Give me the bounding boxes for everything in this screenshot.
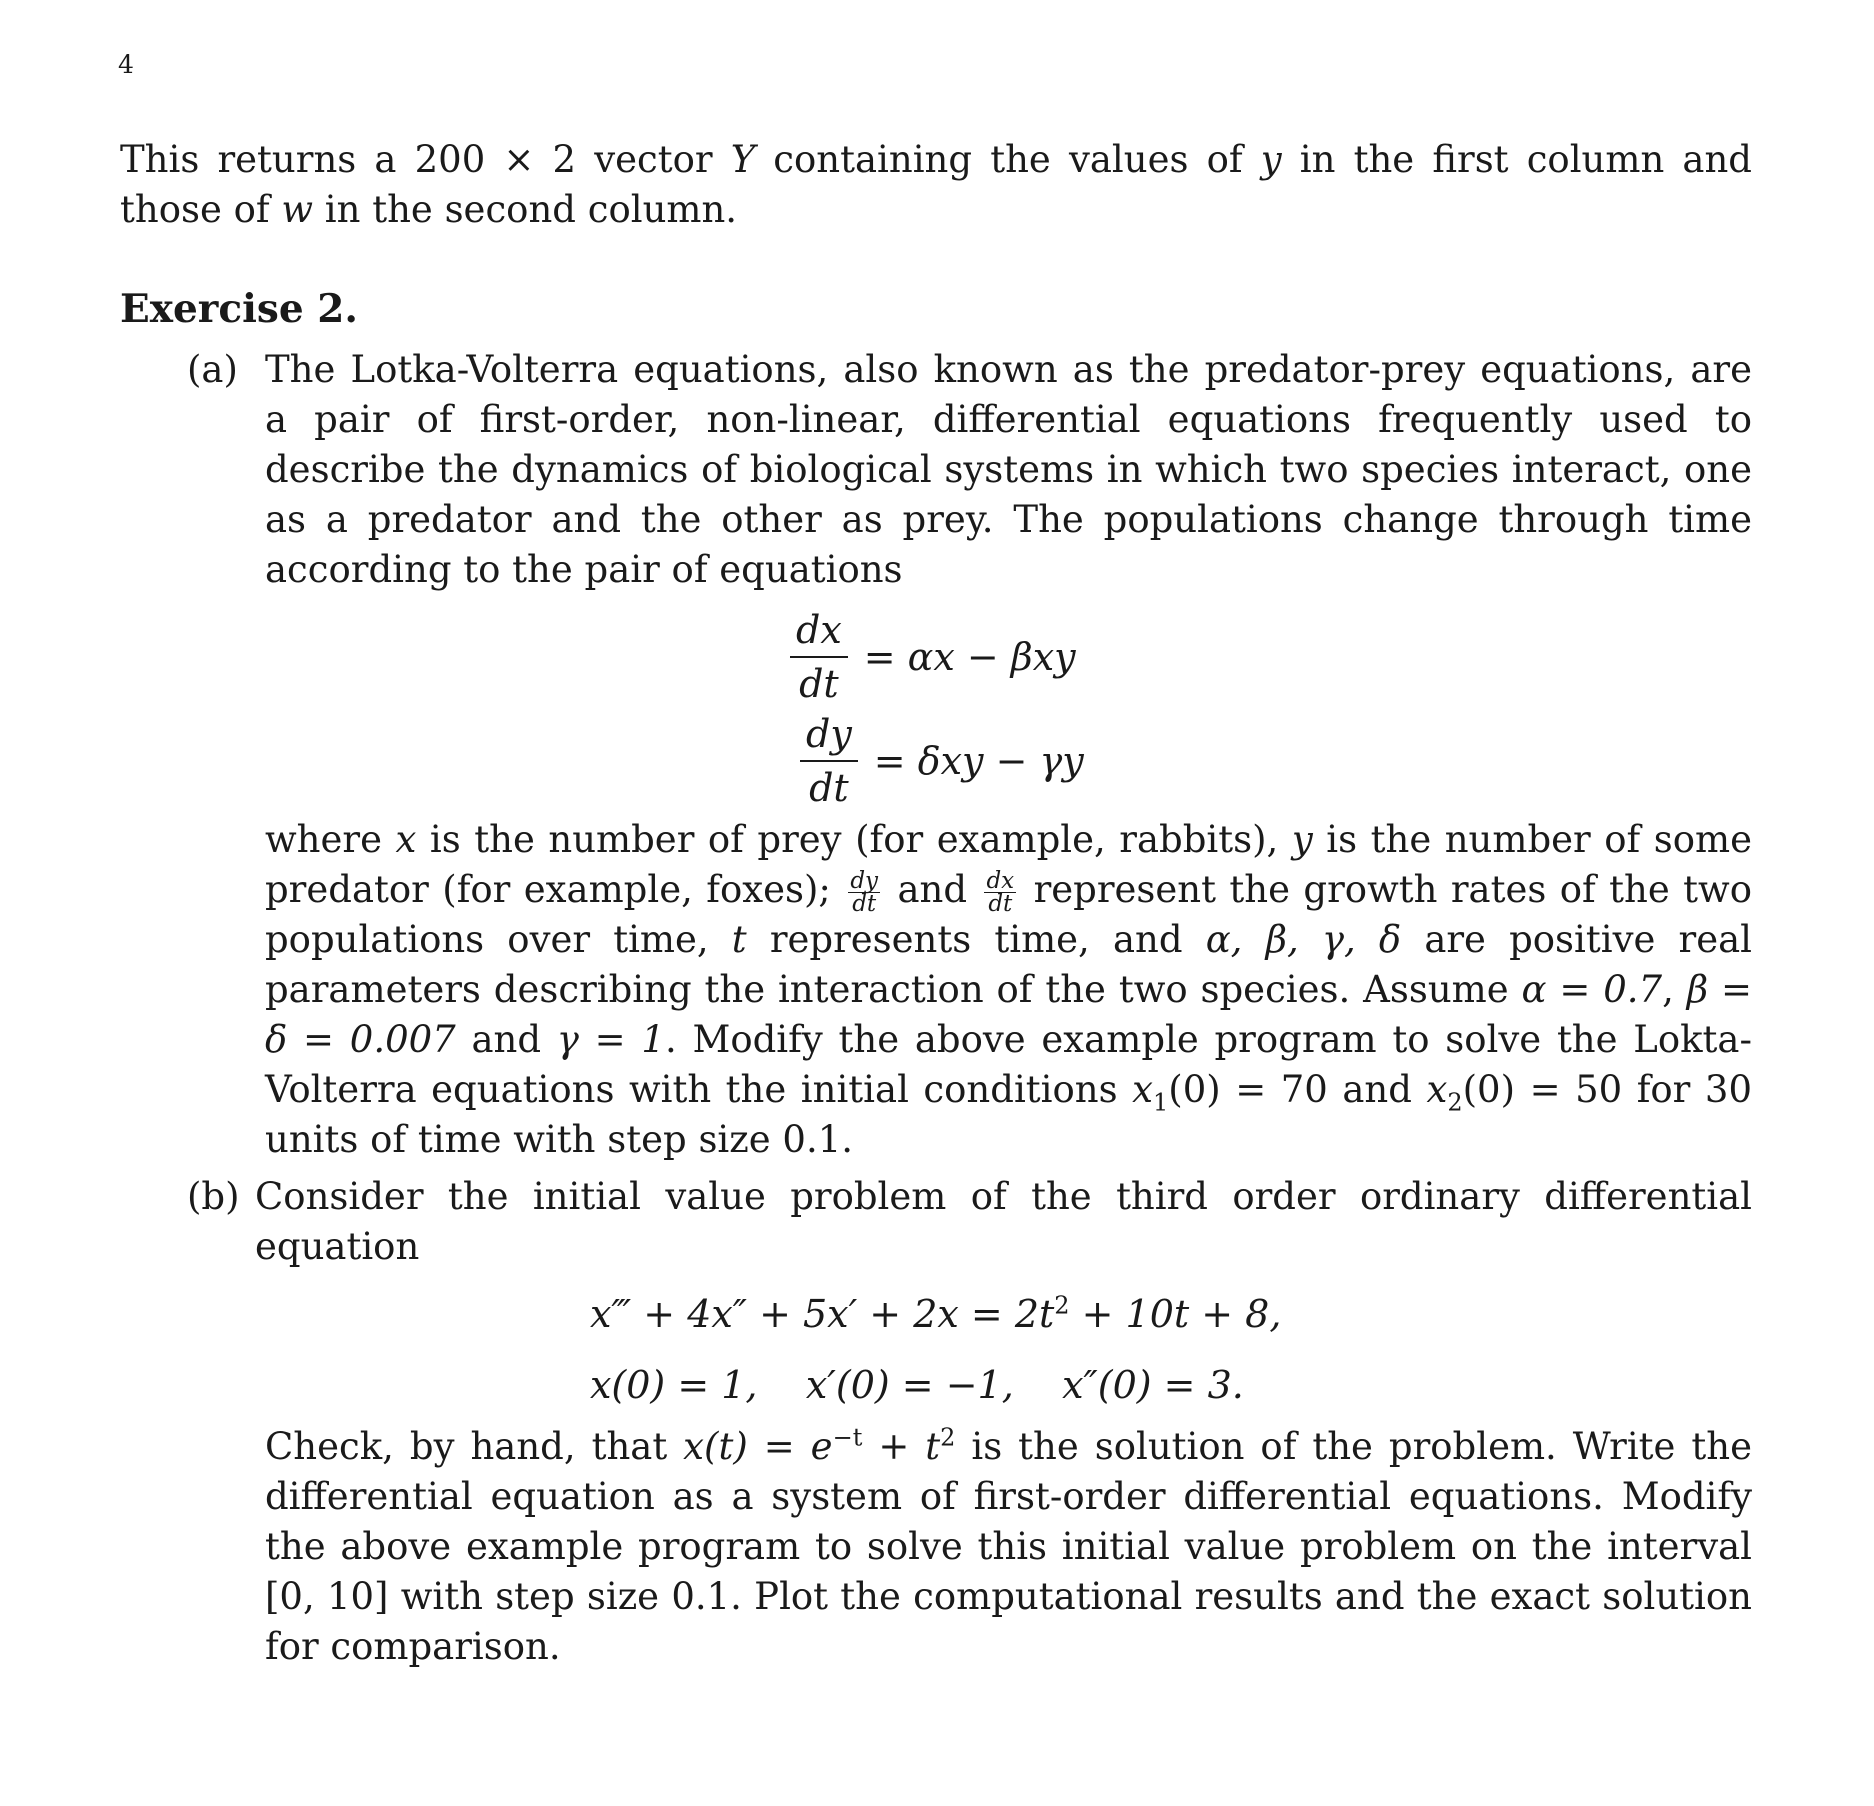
var-x1: x [1132,1068,1153,1111]
subscript: 2 [1447,1088,1463,1117]
equation-rhs: = δxy − γy [873,739,1084,783]
text-run: is the solution of the problem. Write the differential equation as a system of first-order differential equations. Modify the above example program to solve this initial value problem on the interval [0, 10] with step size 0.1. Plot the computational results and the exact solution for comparison. [265,1425,1752,1668]
part-a-intro: The Lotka-Volterra equations, also known as the predator-prey equations, are a pair of first-order, non-linear, differential equations frequently used to describe the dynamics of biological systems in which two species interact, one as a predator and the other as prey. The populations change through time according to the pair of equations [265,348,1752,591]
alpha-value: α = 0.7 [1521,968,1663,1011]
solution-formula: x(t) = e [683,1425,833,1468]
fraction-numerator: dy [800,712,858,762]
var-y: y [1260,138,1282,181]
text-run: is the number of some predator (for example, foxes); [265,818,1753,911]
fraction-denominator: dt [809,766,849,810]
part-b-intro: Consider the initial value problem of the third order ordinary differential equation [255,1175,1752,1268]
exponent: 2 [1054,1291,1070,1320]
equation-rhs: = αx − βxy [863,635,1076,679]
var-x: x [395,818,417,861]
var-t: t [731,918,747,961]
fraction-numerator: dx [986,868,1015,894]
text-run: is the number of prey (for example, rabbits), [416,818,1292,861]
initial-condition-x2: (0) = 50 [1462,1068,1623,1111]
intro-mid2: containing the values of [755,138,1261,181]
text-run: Check, by hand, that [265,1425,684,1468]
text-run: for 30 units of time with step size 0.1. [265,1068,1752,1161]
parameters: α, β, γ, δ [1205,918,1402,961]
initial-conditions [590,1355,1244,1415]
inline-fraction-dy-dt [848,870,880,915]
fraction-denominator: dt [988,891,1013,917]
fraction-dy-dt [800,712,858,810]
equation-dy-dt [800,712,1084,810]
text-run: represent the growth rates of the two populations over time, [265,868,1752,961]
intro-paragraph [120,135,1752,235]
part-a-description [265,815,1752,1165]
gamma-value: γ = 1 [556,1018,665,1061]
var-x2: x [1426,1068,1448,1111]
initial-conditions-text: x(0) = 1, x′(0) = −1, x″(0) = 3. [590,1363,1244,1407]
beta-delta-value: β = δ = 0.007 [265,968,1753,1061]
part-b-description [265,1422,1752,1672]
exponent: 2 [940,1423,956,1452]
ode-equation [590,1284,1281,1344]
text-run: represents time, and [746,918,1206,961]
equation-dx-dt [790,608,1076,706]
text-run: . Modify the above example program to solve the Lokta-Volterra equations with the initial conditions [265,1018,1752,1111]
text-run: where [265,818,396,861]
ode-lhs: x‴ + 4x″ + 5x′ + 2x = 2t [590,1292,1055,1336]
fraction-numerator: dx [790,608,848,658]
text-run: and [884,868,981,911]
intro-pre: This returns a [120,138,415,181]
intro-mid1: vector [576,138,731,181]
text-run: , [1662,968,1687,1011]
fraction-denominator: dt [799,662,839,706]
intro-dims: 200 × 2 [414,138,577,181]
ode-rhs: + 10t + 8, [1069,1292,1282,1336]
part-b-label: (b) [187,1175,240,1218]
subscript: 1 [1152,1088,1169,1117]
page-number: 4 [118,50,134,79]
initial-condition-x1: (0) = 70 [1168,1068,1328,1111]
exponent: −t [832,1423,863,1452]
text-run: and [455,1018,557,1061]
text-run: are positive real parameters describing the interaction of the two species. Assume [265,918,1752,1011]
var-Y: Y [730,138,756,181]
fraction-dx-dt [790,608,848,706]
part-a-label: (a) [187,348,238,391]
text-run: and [1327,1068,1427,1111]
fraction-numerator: dy [850,868,879,894]
exercise-heading: Exercise 2. [120,286,358,332]
inline-fraction-dx-dt [984,870,1016,915]
intro-post: in the second column. [313,188,738,231]
intro-mid3: in the first column and those of [120,138,1752,231]
var-w: w [281,188,314,231]
fraction-denominator: dt [852,891,877,917]
var-y: y [1291,818,1313,861]
solution-formula: + t [862,1425,941,1468]
